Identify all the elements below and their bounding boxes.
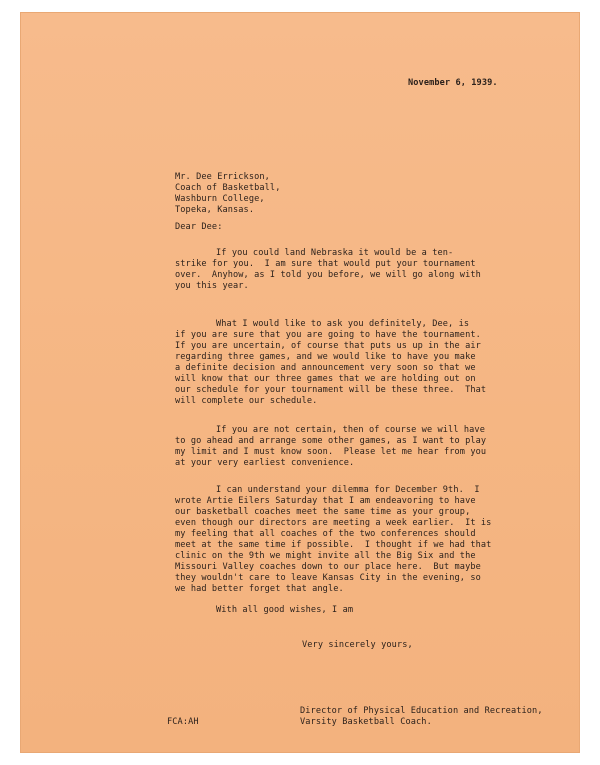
recipient-line: Mr. Dee Errickson, bbox=[175, 172, 270, 182]
text-line: you this year. bbox=[175, 281, 249, 291]
letter-date: November 6, 1939. bbox=[408, 78, 498, 88]
text-line: I can understand your dilemma for December 9th. I bbox=[216, 485, 480, 495]
reference-initials: FCA:AH bbox=[167, 717, 199, 727]
text-line: over. Anyhow, as I told you before, we will go along with bbox=[175, 270, 481, 280]
text-line: regarding three games, and we would like to have you make bbox=[175, 352, 476, 362]
paragraph-3 bbox=[175, 425, 575, 469]
text-line: clinic on the 9th we might invite all the Big Six and the bbox=[175, 551, 476, 561]
recipient-line: Coach of Basketball, bbox=[175, 183, 281, 193]
text-line: If you are not certain, then of course we will have bbox=[216, 425, 485, 435]
paragraph-1 bbox=[175, 248, 575, 292]
complimentary-close: Very sincerely yours, bbox=[302, 640, 413, 650]
text-line: wrote Artie Eilers Saturday that I am endeavoring to have bbox=[175, 496, 476, 506]
text-line: to go ahead and arrange some other games, as I want to play bbox=[175, 436, 487, 446]
text-line: will complete our schedule. bbox=[175, 396, 318, 406]
closing-wish: With all good wishes, I am bbox=[216, 605, 354, 615]
recipient-line: Washburn College, bbox=[175, 194, 265, 204]
text-line: our schedule for your tournament will be these three. That bbox=[175, 385, 487, 395]
text-line: Missouri Valley coaches down to our place here. But maybe bbox=[175, 562, 481, 572]
signature-title-2: Varsity Basketball Coach. bbox=[300, 717, 432, 727]
text-line: strike for you. I am sure that would put your tournament bbox=[175, 259, 476, 269]
signature-title-1: Director of Physical Education and Recreation, bbox=[300, 706, 543, 716]
text-line: if you are sure that you are going to have the tournament. bbox=[175, 330, 481, 340]
text-line: my limit and I must know soon. Please let me hear from you bbox=[175, 447, 487, 457]
text-line: meet at the same time if possible. I thought if we had that bbox=[175, 540, 492, 550]
paragraph-4 bbox=[175, 485, 575, 595]
paragraph-2 bbox=[175, 319, 575, 407]
text-line: If you are uncertain, of course that puts us up in the air bbox=[175, 341, 481, 351]
recipient-line: Topeka, Kansas. bbox=[175, 205, 255, 215]
text-line: What I would like to ask you definitely, Dee, is bbox=[216, 319, 470, 329]
text-line: If you could land Nebraska it would be a ten- bbox=[216, 248, 454, 258]
text-line: my feeling that all coaches of the two conferences should bbox=[175, 529, 476, 539]
salutation: Dear Dee: bbox=[175, 222, 223, 232]
text-line: our basketball coaches meet the same time as your group, bbox=[175, 507, 471, 517]
text-line: they wouldn't care to leave Kansas City in the evening, so bbox=[175, 573, 481, 583]
letter-page bbox=[20, 12, 580, 753]
text-line: even though our directors are meeting a week earlier. It is bbox=[175, 518, 492, 528]
text-line: will know that our three games that we are holding out on bbox=[175, 374, 476, 384]
text-line: at your very earliest convenience. bbox=[175, 458, 355, 468]
text-line: a definite decision and announcement very soon so that we bbox=[175, 363, 476, 373]
text-line: we had better forget that angle. bbox=[175, 584, 344, 594]
